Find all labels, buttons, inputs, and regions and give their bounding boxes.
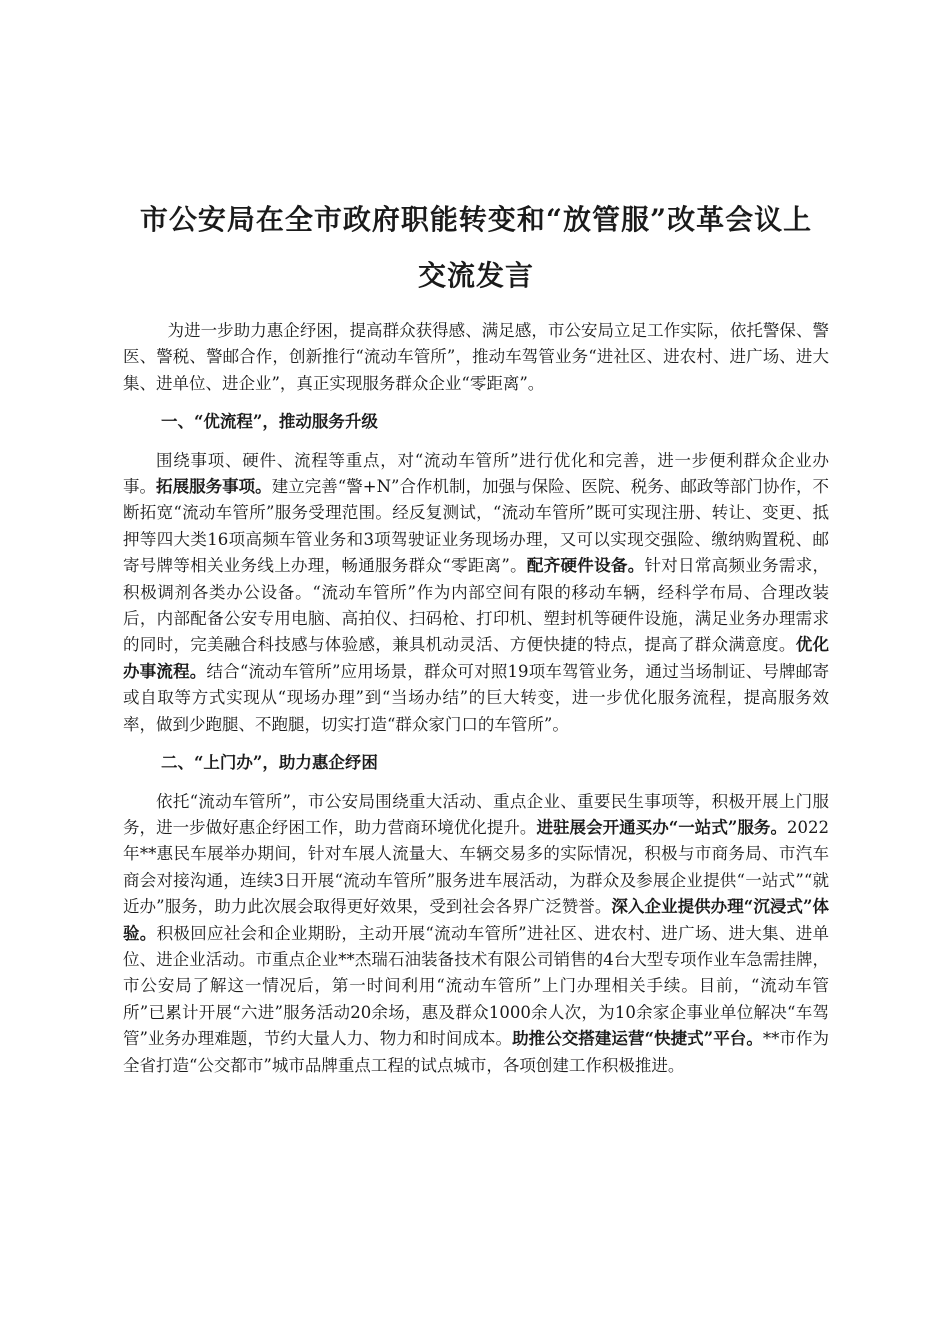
document-title [108,192,844,304]
section-1-text-3: 针对日常高频业务需求，积极调剂各类办公设备。“流动车管所”作为内部空间有限的移动车辆，经科学布局、合理改装后，内部配备公安专用电脑、高拍仪、扫码枪、打印机、塑封机等硬件设施，满足业务办理需求的同时，完美融合科技感与体验感，兼具机动灵活、方便快捷的特点，提高了群众满意度。 [123,556,830,655]
section-2-paragraph [123,789,829,1079]
section-2-text-2: 2022年**惠民车展举办期间，针对车展人流量大、车辆交易多的实际情况，积极与市商务局、市汽车商会对接沟通，连续3日开展“流动车管所”服务进车展活动，为群众及参展企业提供“一站式”“就近办”服务，助力此次展会取得更好效果，受到社会各界广泛赞誉。 [123,817,830,917]
section-1-bold-3: 优化办事流程。 [123,635,830,681]
section-1-bold-1: 拓展服务事项。 [156,477,272,497]
title-line-2: 交流发言 [417,259,534,292]
section-2-heading: 二、“上门办”，助力惠企纾困 [160,753,378,773]
section-2-text-1: 依托“流动车管所”，市公安局围绕重大活动、重点企业、重要民生事项等，积极开展上门服务，进一步做好惠企纾困工作，助力营商环境优化提升。 [123,791,829,837]
section-1-bold-2: 配齐硬件设备。 [526,556,645,576]
section-2-text-4: **市作为全省打造“公交都市”城市品牌重点工程的试点城市，各项创建工作积极推进。 [123,1029,830,1075]
section-1-text-2: 建立完善“警+N”合作机制，加强与保险、医院、税务、邮政等部门协作，不断拓宽“流动车管所”服务受理范围。经反复测试，“流动车管所”既可实现注册、转让、变更、抵押等四大类16项高频车管业务和3项驾驶证业务现场办理，又可以实现交强险、缴纳购置税、邮寄号牌等相关业务线上办理，畅通服务群众“零距离”。 [123,477,830,576]
section-1-paragraph [123,448,829,738]
section-1-text-1: 围绕事项、硬件、流程等重点，对“流动车管所”进行优化和完善，进一步便利群众企业办事。 [123,450,829,497]
section-1-heading: 一、“优流程”，推动服务升级 [160,412,378,432]
section-2-bold-2: 深入企业提供办理“沉浸式”体验。 [123,897,830,943]
title-line-1: 市公安局在全市政府职能转变和“放管服”改革会议上 [139,203,813,236]
intro-paragraph: 为进一步助力惠企纾困，提高群众获得感、满足感，市公安局立足工作实际，依托警保、警医、警税、警邮合作，创新推行“流动车管所”，推动车驾管业务“进社区、进农村、进广场、进大集、进单位、进企业”，真正实现服务群众企业“零距离”。 [123,321,829,393]
document-page [123,192,829,1091]
section-2-bold-3: 助推公交搭建运营“快捷式”平台。 [512,1029,763,1049]
section-2-text-3: 积极回应社会和企业期盼，主动开展“流动车管所”进社区、进农村、进广场、进大集、进单位、进企业活动。市重点企业**杰瑞石油装备技术有限公司销售的4台大型专项作业车急需挂牌，市公安局了解这一情况后，第一时间利用“流动车管所”上门办理相关手续。目前，“流动车管所”已累计开展“六进”服务活动20余场，惠及群众1000余人次，为10余家企事业单位解决“车驾管”业务办理难题，节约大量人力、物力和时间成本。 [123,923,830,1049]
section-2-bold-1: 进驻展会开通买办“一站式”服务。 [536,817,788,837]
section-1-text-4: 结合“流动车管所”应用场景，群众可对照19项车驾管业务，通过当场制证、号牌邮寄或自取等方式实现从“现场办理”到“当场办结”的巨大转变，进一步优化服务流程，提高服务效率，做到少跑腿、不跑腿，切实打造“群众家门口的车管所”。 [123,661,829,734]
